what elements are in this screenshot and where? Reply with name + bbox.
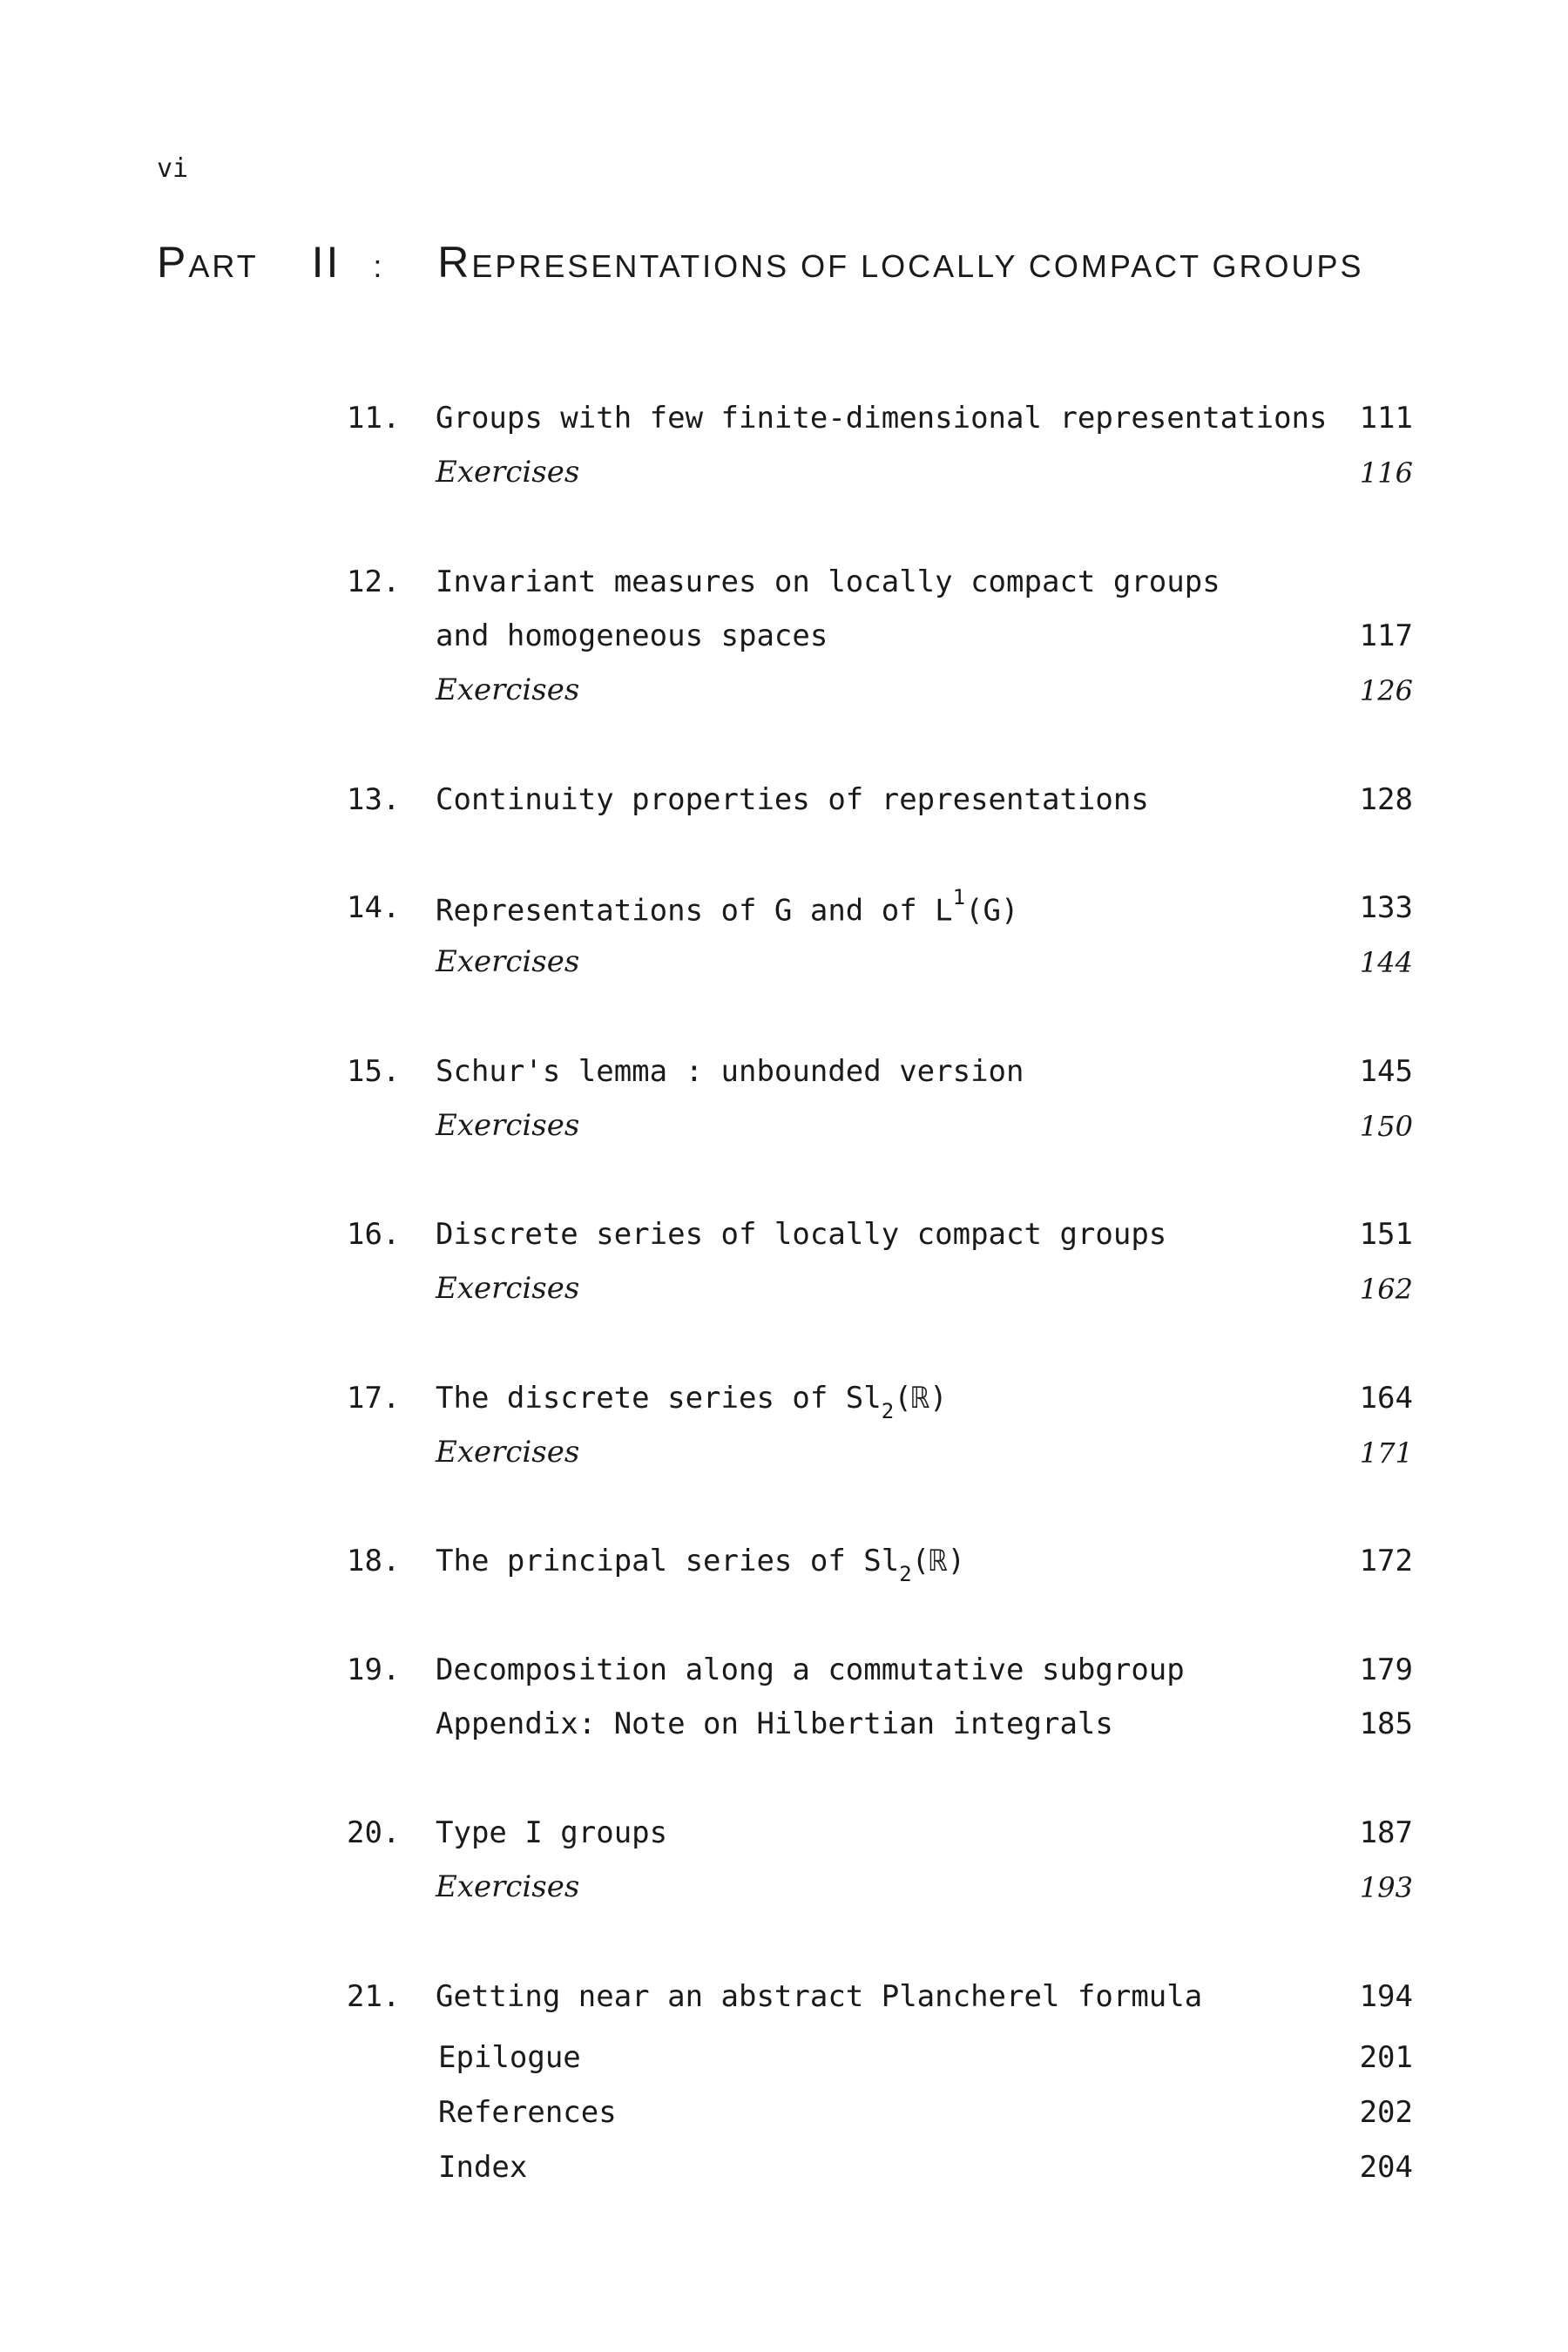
back-matter-index-page: 204 <box>1359 2150 1413 2185</box>
title-subscript: 2 <box>881 1398 895 1423</box>
appendix-label[interactable]: Appendix: Note on Hilbertian integrals <box>436 1707 1113 1741</box>
chapter-page: 164 <box>1359 1381 1413 1416</box>
back-matter-references[interactable]: References <box>438 2095 617 2130</box>
exercises-label[interactable]: Exercises <box>436 455 580 490</box>
chapter-title-line1[interactable]: Invariant measures on locally compact groups <box>436 564 1220 599</box>
chapter-title[interactable]: Decomposition along a commutative subgroup <box>436 1652 1185 1687</box>
exercises-page: 116 <box>1359 456 1413 490</box>
title-suffix: (G) <box>965 893 1019 929</box>
chapter-title-line2[interactable]: and homogeneous spaces <box>436 618 828 653</box>
part-title-rest: EPRESENTATIONS OF LOCALLY COMPACT GROUPS <box>471 248 1364 284</box>
exercises-label[interactable]: Exercises <box>436 944 580 979</box>
chapter-page: 179 <box>1359 1652 1413 1687</box>
appendix-page: 185 <box>1359 1707 1413 1741</box>
part-number: II <box>311 238 341 287</box>
chapter-number: 21. <box>347 1979 401 2014</box>
chapter-title[interactable]: Getting near an abstract Plancherel formula <box>436 1979 1203 2014</box>
chapter-number: 18. <box>347 1544 401 1578</box>
chapter-number: 19. <box>347 1652 401 1687</box>
back-matter-index[interactable]: Index <box>438 2150 528 2185</box>
chapter-title[interactable]: Continuity properties of representations <box>436 782 1149 817</box>
chapter-page: 194 <box>1359 1979 1413 2014</box>
chapter-number: 16. <box>347 1217 401 1252</box>
chapter-page: 111 <box>1359 401 1413 436</box>
chapter-number: 20. <box>347 1815 401 1850</box>
back-matter-epilogue-page: 201 <box>1359 2040 1413 2075</box>
title-prefix: The principal series of Sl <box>436 1544 900 1578</box>
back-matter-epilogue[interactable]: Epilogue <box>438 2040 581 2075</box>
chapter-title[interactable]: Groups with few finite-dimensional representations <box>436 401 1328 436</box>
part-title-initial: R <box>437 238 472 287</box>
exercises-label[interactable]: Exercises <box>436 672 580 707</box>
page-folio: vi <box>157 153 189 184</box>
chapter-page: 151 <box>1359 1217 1413 1252</box>
part-heading <box>157 237 1364 287</box>
exercises-page: 126 <box>1359 674 1413 707</box>
title-subscript: 2 <box>899 1561 912 1586</box>
chapter-number: 12. <box>347 564 401 599</box>
chapter-page: 128 <box>1359 782 1413 817</box>
title-suffix: (ℝ) <box>911 1544 966 1578</box>
title-prefix: The discrete series of Sl <box>436 1381 882 1416</box>
exercises-page: 193 <box>1359 1871 1413 1904</box>
chapter-number: 15. <box>347 1054 401 1089</box>
chapter-number: 11. <box>347 401 401 436</box>
chapter-page: 187 <box>1359 1815 1413 1850</box>
title-superscript: 1 <box>952 885 966 909</box>
exercises-page: 150 <box>1359 1110 1413 1143</box>
chapter-number: 14. <box>347 890 401 925</box>
chapter-title[interactable] <box>436 1544 966 1586</box>
chapter-page: 133 <box>1359 890 1413 925</box>
chapter-title[interactable]: Type I groups <box>436 1815 668 1850</box>
exercises-label[interactable]: Exercises <box>436 1271 580 1306</box>
chapter-title[interactable] <box>436 885 1019 929</box>
title-suffix: (ℝ) <box>894 1381 948 1416</box>
exercises-label[interactable]: Exercises <box>436 1869 580 1904</box>
part-separator: : <box>373 248 385 284</box>
exercises-label[interactable]: Exercises <box>436 1435 580 1470</box>
chapter-title[interactable] <box>436 1381 948 1423</box>
title-prefix: Representations of G and of L <box>436 893 953 929</box>
chapter-title[interactable]: Schur's lemma : unbounded version <box>436 1054 1024 1089</box>
exercises-label[interactable]: Exercises <box>436 1108 580 1143</box>
chapter-number: 17. <box>347 1381 401 1416</box>
part-label-initial: P <box>157 238 189 287</box>
chapter-title[interactable]: Discrete series of locally compact groups <box>436 1217 1167 1252</box>
chapter-page: 117 <box>1359 618 1413 653</box>
chapter-page: 172 <box>1359 1544 1413 1578</box>
chapter-number: 13. <box>347 782 401 817</box>
exercises-page: 162 <box>1359 1273 1413 1306</box>
exercises-page: 144 <box>1359 946 1413 979</box>
part-label-rest: ART <box>188 248 259 284</box>
exercises-page: 171 <box>1359 1436 1413 1470</box>
back-matter-references-page: 202 <box>1359 2095 1413 2130</box>
chapter-page: 145 <box>1359 1054 1413 1089</box>
